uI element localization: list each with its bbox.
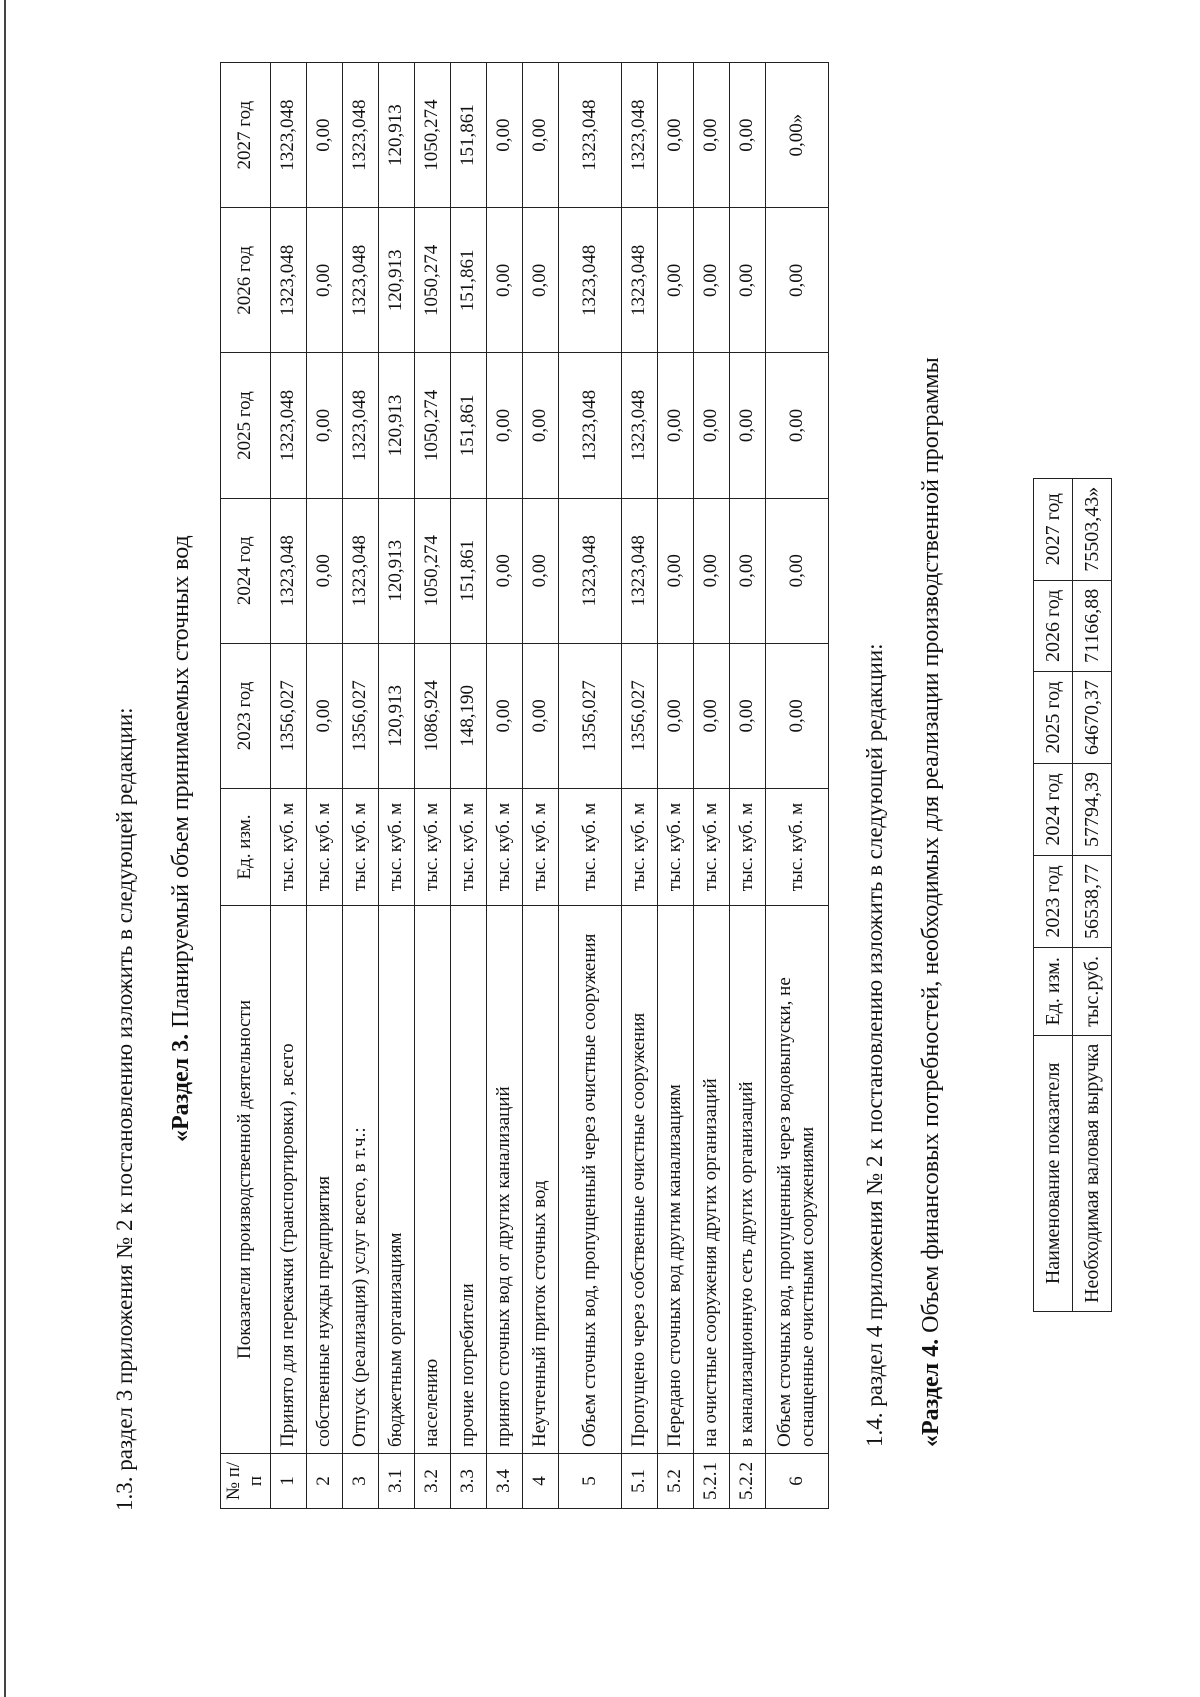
row-value-2024: 1323,048 (621, 498, 657, 643)
row-indicator: на очистные сооружения других организаций (693, 906, 729, 1454)
row-number: 5.2.1 (693, 1454, 729, 1509)
row-indicator: Объем сточных вод, пропущенный через очистные сооружения (558, 906, 621, 1454)
row-indicator: Отпуск (реализация) услуг всего, в т.ч.: (342, 906, 378, 1454)
row-value-2023: 56538,77 (1073, 855, 1112, 947)
row-value-2027: 0,00 (657, 63, 693, 208)
row-value-2027: 1323,048 (270, 63, 306, 208)
row-value-2023: 0,00 (729, 643, 765, 788)
header-number: № п/п (221, 1454, 271, 1509)
row-value-2025: 1323,048 (342, 353, 378, 498)
row-value-2027: 1323,048 (558, 63, 621, 208)
section-3-table (220, 62, 829, 1509)
table-row (693, 63, 729, 1509)
section-4-heading (918, 357, 945, 1447)
table-row (765, 63, 828, 1509)
header-2023: 2023 год (1034, 855, 1073, 947)
section-4-heading-bold: «Раздел 4. (918, 1338, 944, 1447)
row-value-2027: 0,00 (486, 63, 522, 208)
row-value-2025: 0,00 (729, 353, 765, 498)
row-value-2023: 1356,027 (270, 643, 306, 788)
row-number: 5.1 (621, 1454, 657, 1509)
row-value-2026: 0,00 (765, 208, 828, 353)
header-2027: 2027 год (221, 63, 271, 208)
row-indicator: Необходимая валовая выручка (1073, 1035, 1112, 1311)
row-number: 3.2 (414, 1454, 450, 1509)
row-value-2027: 75503,43» (1073, 478, 1112, 580)
row-value-2025: 120,913 (378, 353, 414, 498)
row-value-2024: 0,00 (522, 498, 558, 643)
header-2026: 2026 год (221, 208, 271, 353)
row-value-2024: 0,00 (657, 498, 693, 643)
row-value-2023: 0,00 (765, 643, 828, 788)
row-value-2026: 71166,88 (1073, 580, 1112, 671)
row-unit: тыс. куб. м (342, 789, 378, 906)
row-value-2023: 1356,027 (558, 643, 621, 788)
header-indicator: Показатели производственной деятельности (221, 906, 271, 1454)
row-value-2024: 151,861 (450, 498, 486, 643)
section-4-table (1033, 478, 1112, 1312)
row-value-2023: 1086,924 (414, 643, 450, 788)
table-row (414, 63, 450, 1509)
section-3-heading-text: Планируемый объем принимаемых сточных вод (168, 535, 194, 1034)
row-value-2027: 120,913 (378, 63, 414, 208)
row-value-2027: 1050,274 (414, 63, 450, 208)
section-4-heading-text: Объем финансовых потребностей, необходимых для реализации производственной программы (918, 357, 944, 1339)
row-value-2023: 148,190 (450, 643, 486, 788)
row-unit: тыс. куб. м (522, 789, 558, 906)
row-value-2027: 0,00 (522, 63, 558, 208)
row-number: 1 (270, 1454, 306, 1509)
row-value-2024: 0,00 (306, 498, 342, 643)
row-indicator: Пропущено через собственные очистные сооружения (621, 906, 657, 1454)
row-value-2026: 0,00 (729, 208, 765, 353)
paragraph-1-3: 1.3. раздел 3 приложения № 2 к постановлению изложить в следующей редакции: (112, 707, 137, 1511)
table-row (522, 63, 558, 1509)
header-2024: 2024 год (221, 498, 271, 643)
row-indicator: населению (414, 906, 450, 1454)
row-unit: тыс. куб. м (306, 789, 342, 906)
row-value-2024: 120,913 (378, 498, 414, 643)
row-unit: тыс. куб. м (765, 789, 828, 906)
row-value-2024: 1323,048 (342, 498, 378, 643)
row-value-2024: 0,00 (693, 498, 729, 643)
row-unit: тыс. куб. м (450, 789, 486, 906)
row-number: 2 (306, 1454, 342, 1509)
header-2025: 2025 год (221, 353, 271, 498)
header-2025: 2025 год (1034, 671, 1073, 763)
row-unit: тыс. куб. м (270, 789, 306, 906)
row-indicator: принято сточных вод от других канализаций (486, 906, 522, 1454)
row-value-2025: 0,00 (306, 353, 342, 498)
row-unit: тыс. куб. м (657, 789, 693, 906)
row-value-2025: 151,861 (450, 353, 486, 498)
row-value-2026: 120,913 (378, 208, 414, 353)
table-row (378, 63, 414, 1509)
row-value-2025: 1323,048 (621, 353, 657, 498)
row-value-2026: 0,00 (306, 208, 342, 353)
table-row (657, 63, 693, 1509)
row-number: 3.3 (450, 1454, 486, 1509)
table-row (621, 63, 657, 1509)
row-value-2023: 0,00 (657, 643, 693, 788)
row-value-2025: 0,00 (657, 353, 693, 498)
row-number: 3 (342, 1454, 378, 1509)
row-value-2024: 57794,39 (1073, 763, 1112, 855)
row-value-2026: 0,00 (693, 208, 729, 353)
row-number: 4 (522, 1454, 558, 1509)
row-indicator: Объем сточных вод, пропущенный через водовыпуски, не оснащенные очистными сооружениями (765, 906, 828, 1454)
header-2027: 2027 год (1034, 478, 1073, 580)
row-value-2023: 1356,027 (621, 643, 657, 788)
table-header-row (1034, 478, 1073, 1311)
table-row (450, 63, 486, 1509)
table-row (270, 63, 306, 1509)
header-2024: 2024 год (1034, 763, 1073, 855)
row-unit: тыс. куб. м (414, 789, 450, 906)
row-indicator: Принято для перекачки (транспортировки) , всего (270, 906, 306, 1454)
row-unit: тыс. куб. м (558, 789, 621, 906)
row-number: 5.2.2 (729, 1454, 765, 1509)
row-value-2024: 0,00 (765, 498, 828, 643)
header-unit: Ед. изм. (221, 789, 271, 906)
row-value-2023: 0,00 (522, 643, 558, 788)
row-value-2026: 1323,048 (342, 208, 378, 353)
row-value-2025: 0,00 (486, 353, 522, 498)
row-value-2024: 0,00 (729, 498, 765, 643)
row-value-2024: 1050,274 (414, 498, 450, 643)
row-value-2025: 0,00 (765, 353, 828, 498)
row-value-2027: 0,00 (693, 63, 729, 208)
row-indicator: прочие потребители (450, 906, 486, 1454)
row-value-2025: 1323,048 (270, 353, 306, 498)
table-row (486, 63, 522, 1509)
row-value-2024: 0,00 (486, 498, 522, 643)
row-unit: тыс.руб. (1073, 947, 1112, 1035)
row-value-2025: 0,00 (522, 353, 558, 498)
row-value-2026: 0,00 (486, 208, 522, 353)
table-row (342, 63, 378, 1509)
row-value-2027: 0,00 (729, 63, 765, 208)
row-number: 3.4 (486, 1454, 522, 1509)
row-value-2026: 1050,274 (414, 208, 450, 353)
row-value-2027: 1323,048 (342, 63, 378, 208)
row-value-2025: 1050,274 (414, 353, 450, 498)
row-value-2025: 64670,37 (1073, 671, 1112, 763)
row-value-2026: 151,861 (450, 208, 486, 353)
row-indicator: в канализационную сеть других организаций (729, 906, 765, 1454)
table-header-row (221, 63, 271, 1509)
row-indicator: собственные нужды предприятия (306, 906, 342, 1454)
row-value-2023: 120,913 (378, 643, 414, 788)
row-value-2027: 151,861 (450, 63, 486, 208)
row-value-2023: 0,00 (693, 643, 729, 788)
header-unit: Ед. изм. (1034, 947, 1073, 1035)
row-unit: тыс. куб. м (486, 789, 522, 906)
row-number: 3.1 (378, 1454, 414, 1509)
row-value-2024: 1323,048 (270, 498, 306, 643)
row-value-2026: 0,00 (522, 208, 558, 353)
row-value-2027: 0,00» (765, 63, 828, 208)
row-number: 6 (765, 1454, 828, 1509)
row-number: 5.2 (657, 1454, 693, 1509)
row-value-2026: 1323,048 (621, 208, 657, 353)
header-indicator-name: Наименование показателя (1034, 1035, 1073, 1311)
row-value-2023: 0,00 (306, 643, 342, 788)
row-value-2025: 0,00 (693, 353, 729, 498)
row-value-2026: 1323,048 (270, 208, 306, 353)
table-row (1073, 478, 1112, 1311)
table-row (558, 63, 621, 1509)
row-value-2026: 1323,048 (558, 208, 621, 353)
row-unit: тыс. куб. м (693, 789, 729, 906)
row-unit: тыс. куб. м (378, 789, 414, 906)
row-value-2024: 1323,048 (558, 498, 621, 643)
row-indicator: Неучтенный приток сточных вод (522, 906, 558, 1454)
row-unit: тыс. куб. м (621, 789, 657, 906)
table-row (729, 63, 765, 1509)
table-row (306, 63, 342, 1509)
row-unit: тыс. куб. м (729, 789, 765, 906)
row-value-2027: 0,00 (306, 63, 342, 208)
row-indicator: бюджетным организациям (378, 906, 414, 1454)
section-3-heading-bold: «Раздел 3. (168, 1033, 194, 1142)
header-2023: 2023 год (221, 643, 271, 788)
section-3-heading (168, 535, 195, 1142)
row-number: 5 (558, 1454, 621, 1509)
row-value-2026: 0,00 (657, 208, 693, 353)
row-value-2025: 1323,048 (558, 353, 621, 498)
paragraph-1-4: 1.4. раздел 4 приложения № 2 к постановлению изложить в следующей редакции: (862, 643, 887, 1447)
row-value-2023: 0,00 (486, 643, 522, 788)
row-indicator: Передано сточных вод другим канализациям (657, 906, 693, 1454)
row-value-2027: 1323,048 (621, 63, 657, 208)
header-2026: 2026 год (1034, 580, 1073, 671)
row-value-2023: 1356,027 (342, 643, 378, 788)
